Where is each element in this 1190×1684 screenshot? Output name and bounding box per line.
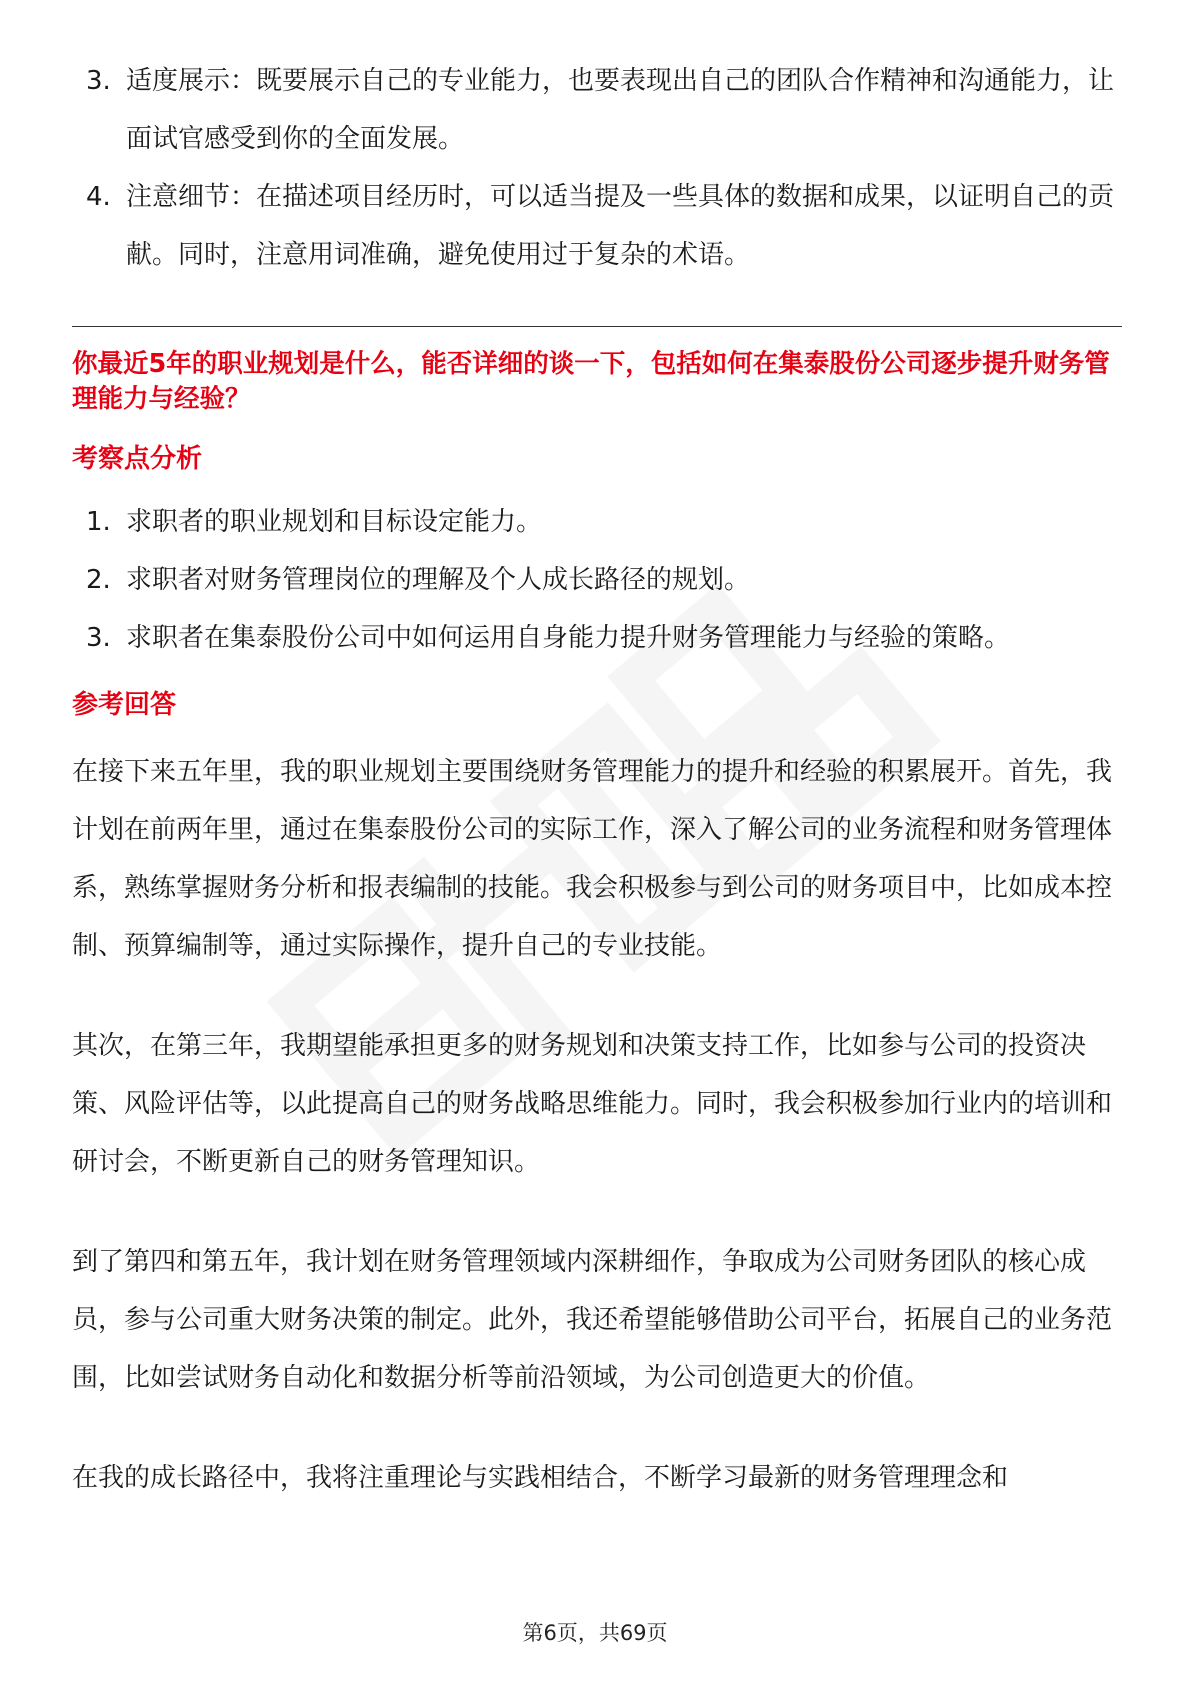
list-item bbox=[72, 52, 1122, 168]
list-number: 1. bbox=[86, 507, 111, 537]
list-text: 求职者的职业规划和目标设定能力。 bbox=[126, 507, 543, 537]
list-number: 3. bbox=[86, 66, 111, 96]
list-text: 注意细节：在描述项目经历时，可以适当提及一些具体的数据和成果，以证明自己的贡献。同时，注意用词准确，避免使用过于复杂的术语。 bbox=[126, 182, 1115, 270]
answer-paragraph: 其次，在第三年，我期望能承担更多的财务规划和决策支持工作，比如参与公司的投资决策、风险评估等，以此提高自己的财务战略思维能力。同时，我会积极参加行业内的培训和研讨会，不断更新自己的财务管理知识。 bbox=[72, 1031, 1113, 1177]
tips-list bbox=[72, 52, 1122, 284]
list-text: 求职者在集泰股份公司中如何运用自身能力提升财务管理能力与经验的策略。 bbox=[126, 623, 1011, 653]
answer-heading: 参考回答 bbox=[72, 690, 177, 720]
list-item bbox=[72, 493, 1122, 551]
answer-paragraph: 在接下来五年里，我的职业规划主要围绕财务管理能力的提升和经验的积累展开。首先，我计划在前两年里，通过在集泰股份公司的实际工作，深入了解公司的业务流程和财务管理体系，熟练掌握财务分析和报表编制的技能。我会积极参与到公司的财务项目中，比如成本控制、预算编制等，通过实际操作，提升自己的专业技能。 bbox=[72, 757, 1113, 961]
list-number: 2. bbox=[86, 565, 111, 595]
document-page bbox=[72, 52, 1122, 1507]
list-item bbox=[72, 609, 1122, 667]
answer-paragraph: 到了第四和第五年，我计划在财务管理领域内深耕细作，争取成为公司财务团队的核心成员，参与公司重大财务决策的制定。此外，我还希望能够借助公司平台，拓展自己的业务范围，比如尝试财务自动化和数据分析等前沿领域，为公司创造更大的价值。 bbox=[72, 1247, 1113, 1393]
list-number: 3. bbox=[86, 623, 111, 653]
list-text: 适度展示：既要展示自己的专业能力，也要表现出自己的团队合作精神和沟通能力，让面试官感受到你的全面发展。 bbox=[126, 66, 1115, 154]
page-footer: 第6页，共69页 bbox=[522, 1621, 668, 1645]
list-number: 4. bbox=[86, 182, 111, 212]
list-item bbox=[72, 551, 1122, 609]
list-text: 求职者对财务管理岗位的理解及个人成长路径的规划。 bbox=[126, 565, 751, 595]
interview-question: 你最近5年的职业规划是什么，能否详细的谈一下，包括如何在集泰股份公司逐步提升财务管理能力与经验？ bbox=[72, 349, 1110, 414]
answer-paragraph: 在我的成长路径中，我将注重理论与实践相结合，不断学习最新的财务管理理念和 bbox=[72, 1463, 1009, 1493]
analysis-heading: 考察点分析 bbox=[72, 444, 203, 474]
section-divider bbox=[72, 326, 1122, 327]
list-item bbox=[72, 168, 1122, 284]
analysis-list bbox=[72, 493, 1122, 667]
